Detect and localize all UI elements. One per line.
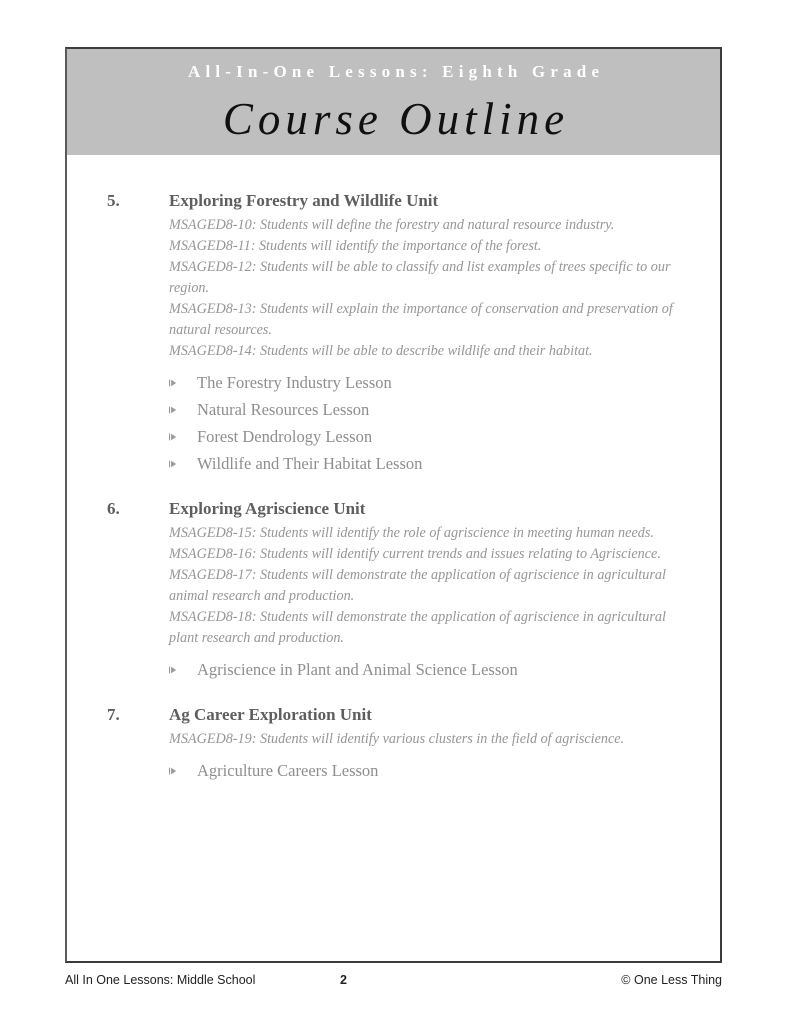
page-title: Course Outline <box>222 94 570 144</box>
lesson-label: The Forestry Industry Lesson <box>197 373 392 392</box>
page-sheet <box>65 47 722 963</box>
header-band <box>67 49 720 155</box>
triangle-bullet-icon <box>169 369 179 387</box>
lesson-item <box>107 450 680 477</box>
triangle-bullet-icon <box>169 423 179 441</box>
standard-item: MSAGED8-15: Students will identify the role of agriscience in meeting human needs. <box>169 525 654 541</box>
unit-title: Exploring Forestry and Wildlife Unit <box>169 191 439 210</box>
standard-item: MSAGED8-16: Students will identify current trends and issues relating to Agriscience. <box>169 546 661 562</box>
unit-number: 5. <box>107 191 120 210</box>
standard-item: MSAGED8-17: Students will demonstrate the application of agriscience in agricultural animal research and production. <box>169 567 666 604</box>
triangle-bullet-icon <box>169 656 179 674</box>
standard-item: MSAGED8-10: Students will define the forestry and natural resource industry. <box>169 217 615 233</box>
standard-item: MSAGED8-19: Students will identify various clusters in the field of agriscience. <box>169 731 625 747</box>
unit-title: Exploring Agriscience Unit <box>169 499 366 518</box>
lesson-item <box>107 757 680 784</box>
footer-copyright: © One Less Thing <box>621 973 722 987</box>
standard-item: MSAGED8-18: Students will demonstrate the application of agriscience in agricultural plant research and production. <box>169 609 666 646</box>
triangle-bullet-icon <box>169 450 179 468</box>
footer-page-number: 2 <box>340 973 347 987</box>
standards-list <box>169 523 680 649</box>
unit-section <box>107 499 680 683</box>
footer-left-text: All In One Lessons: Middle School <box>65 973 256 987</box>
lesson-item <box>107 369 680 396</box>
lesson-label: Forest Dendrology Lesson <box>197 427 373 446</box>
unit-section <box>107 705 680 784</box>
lesson-list <box>107 656 680 683</box>
unit-title: Ag Career Exploration Unit <box>169 705 372 724</box>
unit-heading <box>107 499 680 521</box>
standards-list <box>169 215 680 362</box>
page-footer <box>65 973 722 993</box>
lesson-item <box>107 396 680 423</box>
lesson-item <box>107 656 680 683</box>
lesson-label: Agriscience in Plant and Animal Science Lesson <box>197 660 518 679</box>
lesson-label: Wildlife and Their Habitat Lesson <box>197 454 423 473</box>
unit-number: 6. <box>107 499 120 518</box>
header-kicker: All-In-One Lessons: Eighth Grade <box>187 62 605 81</box>
unit-section <box>107 191 680 477</box>
standard-item: MSAGED8-11: Students will identify the importance of the forest. <box>169 238 542 254</box>
standards-list <box>169 729 680 750</box>
triangle-bullet-icon <box>169 396 179 414</box>
lesson-label: Natural Resources Lesson <box>197 400 370 419</box>
lesson-list <box>107 369 680 477</box>
lesson-item <box>107 423 680 450</box>
unit-heading <box>107 705 680 727</box>
lesson-label: Agriculture Careers Lesson <box>197 761 379 780</box>
unit-heading <box>107 191 680 213</box>
unit-number: 7. <box>107 705 120 724</box>
standard-item: MSAGED8-12: Students will be able to classify and list examples of trees specific to our region. <box>169 259 671 296</box>
outline-content <box>67 155 720 784</box>
triangle-bullet-icon <box>169 757 179 775</box>
lesson-list <box>107 757 680 784</box>
standard-item: MSAGED8-14: Students will be able to describe wildlife and their habitat. <box>169 343 593 359</box>
standard-item: MSAGED8-13: Students will explain the importance of conservation and preservation of natural resources. <box>169 301 673 338</box>
